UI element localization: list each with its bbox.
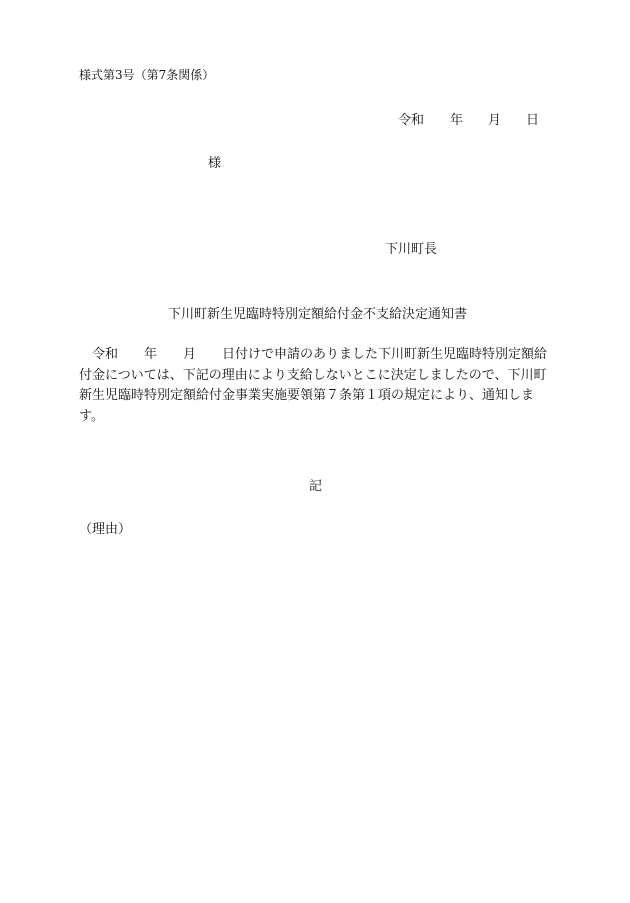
- reason-label: （理由）: [79, 522, 132, 537]
- date-month: 月: [488, 113, 502, 128]
- date-day: 日: [526, 113, 540, 128]
- ki-heading: 記: [309, 479, 323, 494]
- addressee: 様: [208, 156, 222, 171]
- body-line: 令和 年 月 日付けで申請のありました下川町新生児臨時特別定額給: [79, 347, 548, 362]
- body-line: 付金については、下記の理由により支給しないとこに決定しましたので、下川町: [79, 367, 547, 383]
- date-year: 年: [450, 113, 464, 128]
- issue-date: [398, 109, 539, 128]
- form-number: 様式第3号（第7条関係）: [79, 68, 215, 82]
- sender: 下川町長: [385, 242, 438, 257]
- body-paragraph: [79, 345, 554, 427]
- body-line: 新生児臨時特別定額給付金事業実施要領第７条第１項の規定により、通知しま: [79, 388, 535, 403]
- body-line: す。: [79, 408, 104, 424]
- document-title: 下川町新生児臨時特別定額給付金不支給決定通知書: [168, 307, 468, 322]
- date-era: 令和: [398, 113, 425, 128]
